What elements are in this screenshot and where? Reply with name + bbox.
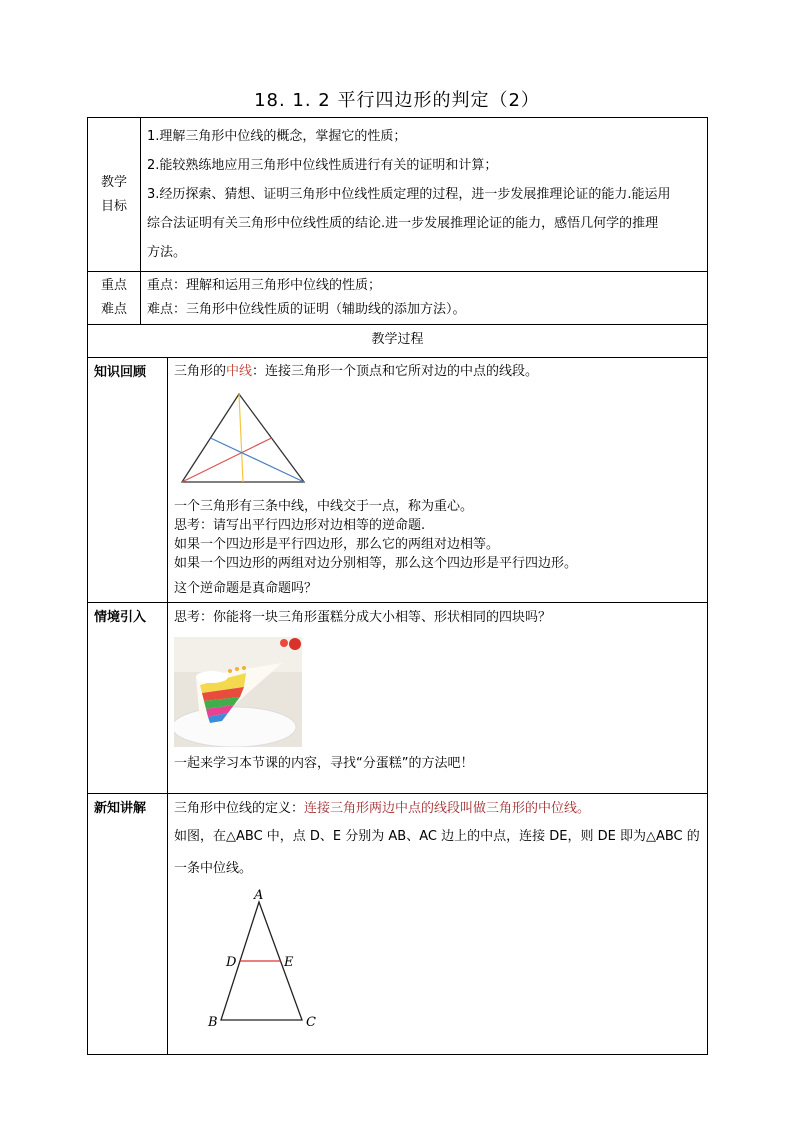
- point-label-e: E: [284, 955, 294, 970]
- goals-row: [88, 118, 708, 272]
- keypoints-label-cell: [88, 272, 141, 325]
- vertex-label-a: A: [254, 888, 264, 903]
- new-knowledge-label: [88, 794, 168, 1055]
- goal-item: 3.经历探索、猜想、证明三角形中位线性质定理的过程，进一步发展推理论证的能力.能运用: [147, 187, 671, 202]
- review-label: [88, 358, 168, 603]
- review-row: [88, 358, 708, 603]
- review-content: [168, 358, 708, 603]
- review-line: 一个三角形有三条中线，中线交于一点，称为重心。: [174, 499, 474, 514]
- review-line: 这个逆命题是真命题吗？: [174, 581, 318, 596]
- midline-def-prefix: 三角形中位线的定义：: [174, 801, 305, 816]
- intro-content: [168, 603, 708, 794]
- keypoints-label-line2: 难点: [100, 302, 127, 317]
- goal-item: 方法。: [147, 245, 187, 260]
- median-def-prefix: 三角形的: [174, 364, 227, 379]
- keypoints-label-line1: 重点: [100, 278, 127, 293]
- example-line: 如图，在△ABC 中，点 D、E 分别为 AB、AC 边上的中点，连接 DE，则 DE 即为△ABC 的: [174, 829, 700, 844]
- midline-definition: [174, 798, 701, 820]
- median-definition: [174, 362, 701, 381]
- midline-def-body: 连接三角形两边中点的线段叫做三角形的中位线。: [304, 801, 591, 816]
- goal-item: 综合法证明有关三角形中位线性质的结论.进一步发展推理论证的能力，感悟几何学的推理: [147, 216, 659, 231]
- difficulty-text: 难点：三角形中位线性质的证明（辅助线的添加方法）。: [147, 302, 466, 317]
- intro-label-text: 情境引入: [94, 610, 147, 625]
- point-label-d: D: [226, 955, 237, 970]
- process-header-row: [88, 325, 708, 358]
- median-triangle-figure: [178, 389, 318, 489]
- goal-item: 1.理解三角形中位线的概念，掌握它的性质；: [147, 129, 407, 144]
- review-line: 如果一个四边形的两组对边分别相等，那么这个四边形是平行四边形。: [174, 556, 578, 571]
- keypoints-row: [88, 272, 708, 325]
- key-point-text: 重点：理解和运用三角形中位线的性质；: [147, 278, 382, 293]
- review-line: 思考：请写出平行四边形对边相等的逆命题.: [174, 518, 426, 533]
- intro-question: 思考：你能将一块三角形蛋糕分成大小相等、形状相同的四块吗？: [174, 610, 552, 625]
- goals-label-line2: 目标: [100, 198, 127, 214]
- new-knowledge-content: [168, 794, 708, 1055]
- goals-label-line1: 教学: [100, 174, 127, 190]
- goals-label-cell: [88, 118, 141, 272]
- intro-label: [88, 603, 168, 794]
- review-label-text: 知识回顾: [94, 365, 147, 380]
- midline-triangle-figure: [186, 888, 326, 1030]
- keypoints-content: [141, 272, 708, 325]
- intro-row: [88, 603, 708, 794]
- goals-content: [141, 118, 708, 272]
- new-knowledge-label-text: 新知讲解: [94, 801, 147, 816]
- median-term: 中线: [226, 364, 253, 379]
- new-knowledge-row: [88, 794, 708, 1055]
- goal-item: 2.能较熟练地应用三角形中位线性质进行有关的证明和计算；: [147, 158, 498, 173]
- review-line: 如果一个四边形是平行四边形，那么它的两组对边相等。: [174, 537, 500, 552]
- intro-closing: 一起来学习本节课的内容，寻找“分蛋糕”的方法吧！: [174, 756, 474, 771]
- cake-photo: [174, 637, 302, 747]
- lesson-plan-table: [87, 117, 708, 1055]
- vertex-label-c: C: [306, 1015, 316, 1030]
- example-line: 一条中位线。: [174, 861, 253, 876]
- page-title: 18. 1. 2 平行四边形的判定（2）: [254, 90, 540, 111]
- median-def-suffix: ：连接三角形一个顶点和它所对边的中点的线段。: [252, 364, 539, 379]
- process-header: 教学过程: [88, 325, 708, 358]
- median-line-yellow: [239, 394, 243, 482]
- vertex-label-b: B: [208, 1015, 218, 1030]
